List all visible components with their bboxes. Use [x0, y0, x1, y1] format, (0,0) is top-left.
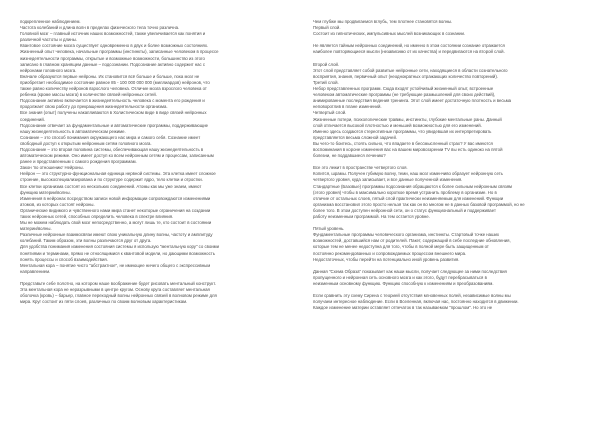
text-line: Жизненный опыт человека, начальные программы (инстинкты), записанные человеком в процессе — [20, 49, 219, 55]
text-line: подкрепленное наблюдением. — [20, 19, 81, 24]
text-line: Эта ментальная кора не неразрывными в центре кругом. Основу круга составляет ментальная — [20, 287, 210, 293]
text-line: Третий слой. — [313, 79, 339, 85]
text-line: Подсознание – это вторая половина системы, обеспечивающая нашу жизнедеятельность в — [20, 146, 204, 152]
text-line: ребенка (кроме массы мозга) в количестве связей нейронных сетей. — [20, 92, 157, 98]
text-line: Именно здесь создаются стереотипные программы, что увидевшая их интерпретировать — [313, 128, 492, 134]
text-line: Нейрон — это структурно-функциональная единица нервной системы. Эта клетка имеет сложное — [20, 171, 216, 177]
text-line: колебаний. Таким образом, эти волны различаются друг от друга. — [20, 238, 152, 244]
text-line: ранее и представленным с самого рождения программам. — [20, 159, 137, 165]
text-line: свободный доступ к открытым нейронным сетям головного мозга. — [20, 140, 152, 146]
text-line: Подсознание отвечает за фундаментальные и автоматические программы, поддерживающие — [20, 122, 209, 128]
text-line: жизнедеятельности программы, открытые и возможные возможности, большинство из этого — [20, 55, 205, 61]
text-line: понять процессы и способ взаимодействия. — [20, 256, 108, 262]
text-line: продолжает свою работу до прекращения жизнедеятельности организма. — [20, 104, 168, 110]
text-line: болезни, не поддавшиеся лечению? — [313, 153, 386, 159]
text-line: Четвертый слой. — [313, 110, 347, 116]
text-line: функцию материи/волны. — [20, 189, 71, 195]
text-line: четвертого уровня, куда записывает, и все данные полученной изменения. — [313, 177, 463, 183]
text-line: Второй слой. — [313, 61, 340, 67]
text-line: наиболее повторяющиеся мысли (независимо от их качества) и передвигаются на второй слой. — [313, 49, 505, 55]
text-line: направлением. — [20, 268, 51, 274]
text-line: постоянно рекомендованных и сопровождаемых процессом внешнего мира. — [313, 250, 467, 256]
text-line: строение, высокоспециализирована и по структуре содержит ядро, тело клетки и отростки. — [20, 177, 203, 183]
text-line: воспоминания в короне изменения вас на вашем мировоззрении ТV вы есть одиноко на пятой — [313, 146, 503, 152]
text-line: которые тем не менее недоступна для того, чтобы в полной мере быть защищенным от — [313, 244, 489, 250]
text-line: организма восстановил этого просто нельзя так как он во многом не в данных базовой программой, но не — [313, 201, 525, 207]
text-line: оболочка (кровь) – барьер, главное переходный волны нейронных связей в волновом режиме для — [20, 293, 217, 299]
text-line: Мы не можем наблюдать свой мозг непосредственно, а могут лишь те, кто состоит в состоянии — [20, 220, 212, 226]
text-line: Этот слой представляет собой развитые нейронные сети, находящиеся в области сознательного — [313, 67, 508, 73]
text-line: атомов, из которых состоят нейроны. — [20, 201, 95, 207]
text-line: также равно количеству нейронов взрослого человека. Отличие мозга взрослого человека от — [20, 86, 207, 92]
text-line: Фундаментальные программы человеческого организма, инстинкты. Стартовый точке наших — [313, 232, 500, 238]
text-line: Головной мозг – главный источник наших возможностей, также увеличивается как понятия и — [20, 31, 206, 37]
text-line: Пятый уровень. — [313, 226, 345, 232]
text-line: таких нейронных сетей, способных определить человека в спектре влияния. — [20, 214, 174, 219]
text-line: представляется весьма сложной задачей. — [313, 134, 398, 140]
text-line: Каждое изменение материи оставляет отпечаток в так называемом "прошлом". Но это не — [313, 305, 493, 311]
text-line: мира. Круг состоит из пяти слоев, различных по своим волновым характеристикам. — [20, 299, 188, 305]
left-text-column — [20, 19, 296, 305]
text-line: Все клетки организма состоят из нескольких соединений. Атомы как мы уже знаем, имеют — [20, 183, 202, 189]
text-line: Органические видимого и чувственного нами мира станет некоторые ограничения на создании — [20, 207, 211, 213]
text-line: человеком автоматические программы (не требующие размышлений для своих действий), — [313, 92, 496, 98]
text-line: неповоротлив в плане изменений. — [313, 104, 382, 110]
text-line: Все знания (опыт) получены накапливаются в Холистическом виде в виде связей нейронных — [20, 110, 207, 116]
text-line: Стандартные (Базовые) программы подсознания обращаются к более сильным нейронным связям — [313, 183, 512, 189]
text-line: Недостаточных, чтобы перейти на потенциально иной уровень развития. — [313, 256, 460, 262]
text-line: Вы чего-то боитесь, стоять сильно, что впадаете в бессмысленный страх? У вас имеются — [313, 140, 493, 146]
text-line: Представьте себе полотно, на котором наше воображение будет рисовать ментальный конструкт. — [20, 281, 216, 287]
text-line: Состоит из гипнотических, импульсивных мыслей возникающих в сознании. — [313, 31, 466, 37]
text-line: слой отличается высокой плотностью и меньшей возможностью для его изменений. — [313, 122, 482, 128]
text-line: нашу жизнедеятельность в автоматическом режиме. — [20, 128, 126, 134]
text-line: восприятия, знания, первичный опыт (неоднократных отражающих количество повторений). — [313, 73, 498, 79]
right-text-column — [313, 19, 585, 312]
text-line: приобретает необходимое состояние равное 85 - 100 000 000 000 (миллиардов) нейронов, что — [20, 79, 210, 85]
text-line: более того. В этом доступен нейронной сети, он о статус функциональный и поддерживает — [313, 207, 496, 213]
text-line: Небор представленных программ. Сюда входят устойчивый жизненный опыт, встроенные — [313, 86, 494, 92]
text-line: работу неизменным программой. На тем остается уровне. — [313, 214, 430, 219]
text-line: Квантовое состояние мозга существует одновременно в двух и более возможных состояниях. — [20, 43, 209, 49]
text-line: нейронами головного мозга. — [20, 67, 77, 73]
text-line: Данная "Схема Образа" показывает как наши мысли, получает следующее за ними последствия — [313, 268, 507, 274]
text-line: (этого уровня) чтобы в максимально короткое время устранить проблему в организме. Но в — [313, 189, 497, 195]
text-line: пропущенного и нейронная сеть основного мозга и как этого, будут перебрасываться в — [313, 274, 487, 280]
text-line: автоматическом режиме. Оно имеет доступ ко всем нейронным сетям и процессам, записанным — [20, 153, 214, 159]
text-line: получаем интересное наблюдение. Если в Вселенная, включая нас, постоянно находится в движении. — [313, 299, 519, 305]
text-line: Все это лежит в пространстве четвертого слоя. — [313, 165, 408, 171]
text-line: анимированные последствия ведения тренинга. Этот слой имеет достаточную плотность и весьма — [313, 98, 512, 104]
text-line: Вначале образуются первые нейроны. Их становится всё больше и больше, пока мозг не — [20, 73, 200, 79]
text-line: неизменным основному функцию. Функцию способную к изменениям и преобразованиям. — [313, 281, 494, 287]
text-line: Ментальная кора – понятие чисто "абстрактное", не имеющее ничего общего с экспрессивным — [20, 262, 211, 268]
text-line: записано в главном хранящем данные – подсознании. Подсознание активно содержит нас с — [20, 61, 206, 67]
text-line: возможностей, доставшийся нам от родителей. Пакет, содержащий в себе последние обновления, — [313, 238, 511, 244]
text-line: отличие от остальных слоев, пятый слой практически неизменяемым для изменений. Функции — [313, 195, 504, 201]
text-line: Чем глубже мы продвигаемся вглубь, тем плотнее становятся волны. — [313, 19, 453, 24]
text-line: Сознание – это способ понимания окружающего нас мира и самого себя. Сознание имеет — [20, 134, 201, 140]
text-line: различной частоты и длины. — [20, 37, 78, 43]
text-line: Жизненные потери, психологические травмы, инстинкты, глубокие ментальные раны. Данный — [313, 116, 502, 122]
text-line: Частота колебаний и длина волн в пределах физического тела точно различна. — [20, 25, 180, 31]
text-line: Подсознание активно включается в жизнедеятельность человека с момента его рождения и — [20, 98, 205, 104]
text-line: понятиями и терминами, прямо не относящимися к квантовой модели, но дающими возможность — [20, 250, 215, 256]
text-line: Изменения в нейронах посредством записи новой информации сопровождаются изменениями — [20, 195, 211, 201]
text-line: Первый слой. — [313, 25, 341, 31]
text-line: материи/волны. — [20, 226, 52, 232]
text-line: Копится, шрамы. Получен губимую волну, теми, наш мозг изменчиво образует нейронную сеть — [313, 171, 503, 177]
text-line: Различные нейронные взаимосвязи имеют свою уникальную длину волны, частоту и амплитуду — [20, 232, 213, 238]
text-line: Не является тайным нейронных соединений, но именно в этом состоянии сознание отражается — [313, 43, 505, 49]
text-line: Закон 'по отношению' Нейроны. — [20, 165, 84, 171]
text-line: Для удобства понимания изменения состояния системы я использую "ментальную кору" со своими — [20, 244, 219, 250]
text-line: соединений. — [20, 116, 45, 122]
text-line: Если сравнить эту схему Сирена с теорией отсутствия мгновенных полей, независимые волны мы — [313, 293, 511, 299]
